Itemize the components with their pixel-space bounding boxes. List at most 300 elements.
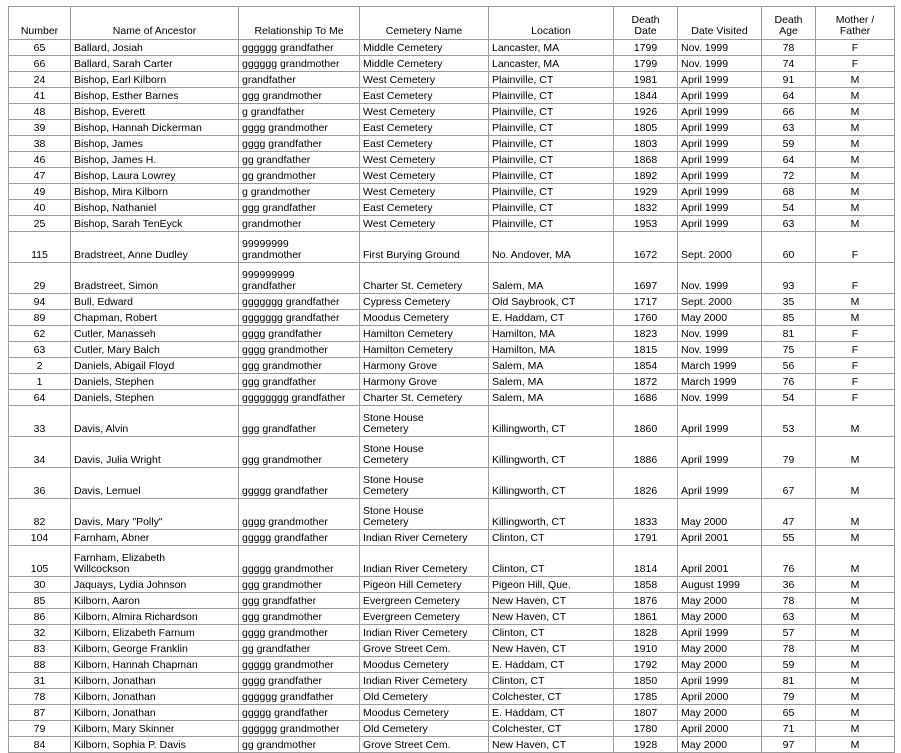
cell-date_visited: May 2000 — [678, 609, 762, 625]
table-row[interactable] — [9, 641, 895, 657]
cell-text — [363, 413, 485, 437]
cell-death_age: 65 — [762, 705, 816, 721]
cell-death_date: 1858 — [614, 577, 678, 593]
cell-mother_father: F — [816, 263, 895, 294]
cell-death_date: 1876 — [614, 593, 678, 609]
cell-death_date: 1953 — [614, 216, 678, 232]
cell-mother_father: M — [816, 120, 895, 136]
cell-date_visited: April 1999 — [678, 152, 762, 168]
cell-mother_father: M — [816, 152, 895, 168]
table-row[interactable] — [9, 56, 895, 72]
cell-number: 41 — [9, 88, 71, 104]
cell-number: 64 — [9, 390, 71, 406]
cell-location: Old Saybrook, CT — [489, 294, 614, 310]
cell-rel: ggggg grandfather — [239, 530, 360, 546]
table-row[interactable] — [9, 326, 895, 342]
column-header-rel[interactable] — [239, 7, 360, 40]
table-row[interactable] — [9, 342, 895, 358]
cell-location: Killingworth, CT — [489, 406, 614, 437]
cell-name: Bishop, Hannah Dickerman — [71, 120, 239, 136]
cell-number: 85 — [9, 593, 71, 609]
cell-number: 65 — [9, 40, 71, 56]
cell-death_date: 1861 — [614, 609, 678, 625]
cell-text-line: Farnham, Elizabeth — [74, 551, 166, 564]
table-row[interactable] — [9, 437, 895, 468]
cell-mother_father: M — [816, 657, 895, 673]
column-header-location[interactable] — [489, 7, 614, 40]
table-row[interactable] — [9, 88, 895, 104]
cell-death_date: 1850 — [614, 673, 678, 689]
column-header-death_age[interactable] — [762, 7, 816, 40]
cell-text-line: Cemetery — [363, 454, 409, 467]
cell-date_visited: Sept. 2000 — [678, 232, 762, 263]
cell-text-line: 999999999 — [242, 268, 295, 281]
column-header-label: Mother / — [835, 13, 875, 26]
table-row[interactable] — [9, 374, 895, 390]
cell-rel: gggg grandfather — [239, 326, 360, 342]
cell-death_date: 1803 — [614, 136, 678, 152]
cell-death_date: 1928 — [614, 737, 678, 753]
cell-mother_father: M — [816, 216, 895, 232]
cell-text-line: grandmother — [242, 249, 302, 262]
cell-name: Kilborn, George Franklin — [71, 641, 239, 657]
cell-date_visited: April 2001 — [678, 530, 762, 546]
cell-death_date: 1929 — [614, 184, 678, 200]
table-header — [9, 7, 895, 40]
cell-name: Kilborn, Sophia P. Davis — [71, 737, 239, 753]
cell-location: Colchester, CT — [489, 689, 614, 705]
cell-death_age: 74 — [762, 56, 816, 72]
cell-rel: gggg grandmother — [239, 342, 360, 358]
cell-death_date: 1872 — [614, 374, 678, 390]
table-row[interactable] — [9, 546, 895, 577]
cell-name: Bradstreet, Simon — [71, 263, 239, 294]
cell-death_date: 1815 — [614, 342, 678, 358]
cell-cemetery: East Cemetery — [360, 136, 489, 152]
table-row[interactable] — [9, 120, 895, 136]
cell-death_date: 1860 — [614, 406, 678, 437]
cell-date_visited: May 2000 — [678, 593, 762, 609]
cell-location: No. Andover, MA — [489, 232, 614, 263]
column-header-cemetery[interactable] — [360, 7, 489, 40]
cell-location: Lancaster, MA — [489, 56, 614, 72]
cell-death_age: 56 — [762, 358, 816, 374]
cell-cemetery: Indian River Cemetery — [360, 625, 489, 641]
cell-number: 36 — [9, 468, 71, 499]
cell-cemetery: East Cemetery — [360, 120, 489, 136]
cell-number: 83 — [9, 641, 71, 657]
cell-death_age: 54 — [762, 200, 816, 216]
cell-rel: ggg grandmother — [239, 358, 360, 374]
cell-rel: gggggg grandmother — [239, 56, 360, 72]
cell-name — [71, 546, 239, 577]
cell-number: 29 — [9, 263, 71, 294]
cell-mother_father: M — [816, 721, 895, 737]
cell-mother_father: M — [816, 294, 895, 310]
cell-cemetery: Grove Street Cem. — [360, 737, 489, 753]
cell-number: 38 — [9, 136, 71, 152]
column-header-number[interactable] — [9, 7, 71, 40]
cell-text-line: Cemetery — [363, 423, 409, 436]
cell-location: E. Haddam, CT — [489, 310, 614, 326]
table-row[interactable] — [9, 294, 895, 310]
cell-text-line: Stone House — [363, 504, 424, 517]
cell-name: Bishop, Laura Lowrey — [71, 168, 239, 184]
column-header-label: Name of Ancestor — [112, 25, 197, 38]
cell-text-line: grandfather — [242, 280, 296, 293]
table-body — [9, 40, 895, 753]
cell-cemetery — [360, 406, 489, 437]
table-row[interactable] — [9, 468, 895, 499]
cell-mother_father: M — [816, 184, 895, 200]
table-row[interactable] — [9, 216, 895, 232]
cell-mother_father: F — [816, 390, 895, 406]
cell-date_visited: March 1999 — [678, 358, 762, 374]
cell-date_visited: April 1999 — [678, 200, 762, 216]
cell-death_age: 79 — [762, 437, 816, 468]
table-row[interactable] — [9, 689, 895, 705]
cell-name: Ballard, Josiah — [71, 40, 239, 56]
cell-location: Plainville, CT — [489, 72, 614, 88]
cell-death_age: 78 — [762, 593, 816, 609]
cell-date_visited: Nov. 1999 — [678, 326, 762, 342]
cell-name: Daniels, Stephen — [71, 390, 239, 406]
table-row[interactable] — [9, 721, 895, 737]
cell-name: Bishop, Sarah TenEyck — [71, 216, 239, 232]
cell-death_age: 66 — [762, 104, 816, 120]
cell-death_age: 76 — [762, 374, 816, 390]
cell-cemetery: Charter St. Cemetery — [360, 263, 489, 294]
cell-mother_father: M — [816, 705, 895, 721]
header-row — [9, 7, 895, 40]
cell-cemetery: Harmony Grove — [360, 374, 489, 390]
cell-rel: ggg grandfather — [239, 406, 360, 437]
cell-number: 1 — [9, 374, 71, 390]
column-header-label: Cemetery Name — [385, 25, 463, 38]
cell-number: 86 — [9, 609, 71, 625]
cell-death_age: 59 — [762, 657, 816, 673]
cell-name: Kilborn, Aaron — [71, 593, 239, 609]
cell-death_age: 54 — [762, 390, 816, 406]
cell-rel: gggg grandmother — [239, 120, 360, 136]
cell-cemetery: West Cemetery — [360, 104, 489, 120]
cell-cemetery: West Cemetery — [360, 216, 489, 232]
cell-death_age: 93 — [762, 263, 816, 294]
cell-death_age: 97 — [762, 737, 816, 753]
table-row[interactable] — [9, 530, 895, 546]
table-row[interactable] — [9, 625, 895, 641]
cell-date_visited: April 1999 — [678, 406, 762, 437]
cell-death_date: 1981 — [614, 72, 678, 88]
cell-number: 105 — [9, 546, 71, 577]
cell-death_date: 1814 — [614, 546, 678, 577]
cell-death_age: 68 — [762, 184, 816, 200]
cell-date_visited: May 2000 — [678, 641, 762, 657]
cell-text — [363, 506, 485, 530]
cell-number: 39 — [9, 120, 71, 136]
table-row[interactable] — [9, 390, 895, 406]
cell-date_visited: May 2000 — [678, 310, 762, 326]
cell-cemetery: Charter St. Cemetery — [360, 390, 489, 406]
cell-number: 24 — [9, 72, 71, 88]
cell-mother_father: M — [816, 310, 895, 326]
cell-location: Hamilton, MA — [489, 342, 614, 358]
cell-cemetery: East Cemetery — [360, 200, 489, 216]
table-row[interactable] — [9, 40, 895, 56]
cell-name: Daniels, Abigail Floyd — [71, 358, 239, 374]
cell-death_date: 1760 — [614, 310, 678, 326]
cell-rel: g grandfather — [239, 104, 360, 120]
cell-number: 88 — [9, 657, 71, 673]
cell-death_age: 85 — [762, 310, 816, 326]
cell-cemetery: Old Cemetery — [360, 689, 489, 705]
cell-rel: ggggggg grandfather — [239, 294, 360, 310]
cell-mother_father: F — [816, 374, 895, 390]
table-row[interactable] — [9, 152, 895, 168]
cell-name: Bishop, Everett — [71, 104, 239, 120]
table-row[interactable] — [9, 705, 895, 721]
cell-death_age: 91 — [762, 72, 816, 88]
cell-mother_father: M — [816, 200, 895, 216]
cell-date_visited: April 1999 — [678, 673, 762, 689]
cell-death_age: 53 — [762, 406, 816, 437]
table-row[interactable] — [9, 200, 895, 216]
cell-number: 79 — [9, 721, 71, 737]
cell-date_visited: August 1999 — [678, 577, 762, 593]
cell-location: Plainville, CT — [489, 152, 614, 168]
column-header-label: Location — [531, 25, 571, 38]
cell-death_age: 64 — [762, 152, 816, 168]
cell-death_age: 59 — [762, 136, 816, 152]
table-row[interactable] — [9, 232, 895, 263]
cell-cemetery: Grove Street Cem. — [360, 641, 489, 657]
cell-location: New Haven, CT — [489, 593, 614, 609]
cell-death_date: 1697 — [614, 263, 678, 294]
cell-location: E. Haddam, CT — [489, 657, 614, 673]
cell-cemetery: Moodus Cemetery — [360, 657, 489, 673]
cell-death_date: 1854 — [614, 358, 678, 374]
cell-date_visited: April 2000 — [678, 689, 762, 705]
cell-text — [363, 475, 485, 499]
table-row[interactable] — [9, 358, 895, 374]
cell-death_age: 75 — [762, 342, 816, 358]
cell-rel: ggggggg grandfather — [239, 310, 360, 326]
cell-cemetery: Moodus Cemetery — [360, 310, 489, 326]
column-header-label: Father — [839, 25, 871, 38]
cell-rel: gg grandmother — [239, 168, 360, 184]
cell-name: Farnham, Abner — [71, 530, 239, 546]
cell-death_date: 1826 — [614, 468, 678, 499]
cell-name: Kilborn, Jonathan — [71, 673, 239, 689]
cell-date_visited: April 2000 — [678, 721, 762, 737]
cell-location: New Haven, CT — [489, 609, 614, 625]
cell-location: Salem, MA — [489, 374, 614, 390]
cell-death_age: 76 — [762, 546, 816, 577]
cell-mother_father: M — [816, 641, 895, 657]
cell-death_age: 71 — [762, 721, 816, 737]
cell-death_age: 57 — [762, 625, 816, 641]
cell-cemetery: Indian River Cemetery — [360, 546, 489, 577]
cell-rel — [239, 263, 360, 294]
cell-name: Cutler, Manasseh — [71, 326, 239, 342]
cell-text — [242, 239, 356, 263]
table-row[interactable] — [9, 673, 895, 689]
cell-rel: ggg grandfather — [239, 374, 360, 390]
cell-date_visited: April 1999 — [678, 136, 762, 152]
cell-name: Kilborn, Jonathan — [71, 705, 239, 721]
cell-number: 78 — [9, 689, 71, 705]
cell-date_visited: March 1999 — [678, 374, 762, 390]
table-row[interactable] — [9, 263, 895, 294]
cell-location: Clinton, CT — [489, 530, 614, 546]
cell-rel: gggg grandfather — [239, 673, 360, 689]
table-row[interactable] — [9, 499, 895, 530]
cell-cemetery: Moodus Cemetery — [360, 705, 489, 721]
column-header-date_visited[interactable] — [678, 7, 762, 40]
cell-name: Bishop, James H. — [71, 152, 239, 168]
cell-location: Plainville, CT — [489, 104, 614, 120]
column-header-death_date[interactable] — [614, 7, 678, 40]
cell-number: 49 — [9, 184, 71, 200]
table-row[interactable] — [9, 609, 895, 625]
cell-death_age: 79 — [762, 689, 816, 705]
cell-cemetery: Hamilton Cemetery — [360, 342, 489, 358]
cell-death_date: 1807 — [614, 705, 678, 721]
cell-location: Pigeon Hill, Que. — [489, 577, 614, 593]
ancestor-cemetery-table — [8, 6, 895, 753]
column-header-label: Date — [634, 25, 657, 38]
cell-rel: gggg grandmother — [239, 625, 360, 641]
cell-cemetery: Middle Cemetery — [360, 56, 489, 72]
cell-date_visited: Nov. 1999 — [678, 390, 762, 406]
cell-death_date: 1886 — [614, 437, 678, 468]
cell-number: 40 — [9, 200, 71, 216]
cell-date_visited: April 1999 — [678, 184, 762, 200]
cell-text — [242, 270, 356, 294]
cell-cemetery: First Burying Ground — [360, 232, 489, 263]
cell-mother_father: M — [816, 546, 895, 577]
cell-text — [363, 444, 485, 468]
cell-mother_father: M — [816, 737, 895, 753]
cell-number: 48 — [9, 104, 71, 120]
table-row[interactable] — [9, 593, 895, 609]
cell-date_visited: May 2000 — [678, 499, 762, 530]
cell-mother_father: M — [816, 673, 895, 689]
cell-cemetery: Harmony Grove — [360, 358, 489, 374]
cell-death_age: 78 — [762, 40, 816, 56]
column-header-label: Relationship To Me — [254, 25, 344, 38]
cell-number: 84 — [9, 737, 71, 753]
cell-number: 66 — [9, 56, 71, 72]
cell-name: Bishop, Nathaniel — [71, 200, 239, 216]
table-row[interactable] — [9, 310, 895, 326]
cell-date_visited: Nov. 1999 — [678, 263, 762, 294]
cell-death_date: 1832 — [614, 200, 678, 216]
cell-name: Kilborn, Elizabeth Farnum — [71, 625, 239, 641]
table-row[interactable] — [9, 136, 895, 152]
cell-mother_father: M — [816, 577, 895, 593]
cell-location: Plainville, CT — [489, 200, 614, 216]
table-row[interactable] — [9, 577, 895, 593]
table-row[interactable] — [9, 406, 895, 437]
cell-date_visited: Nov. 1999 — [678, 56, 762, 72]
cell-mother_father: M — [816, 104, 895, 120]
cell-death_age: 36 — [762, 577, 816, 593]
column-header-label: Death — [631, 13, 660, 26]
cell-mother_father: M — [816, 168, 895, 184]
cell-rel: ggg grandfather — [239, 593, 360, 609]
cell-name: Ballard, Sarah Carter — [71, 56, 239, 72]
table-row[interactable] — [9, 72, 895, 88]
cell-rel: gg grandfather — [239, 152, 360, 168]
cell-mother_father: M — [816, 88, 895, 104]
cell-cemetery — [360, 437, 489, 468]
cell-mother_father: M — [816, 530, 895, 546]
cell-name: Bishop, Earl Kilborn — [71, 72, 239, 88]
table-row[interactable] — [9, 737, 895, 753]
cell-mother_father: M — [816, 406, 895, 437]
cell-location: Plainville, CT — [489, 88, 614, 104]
cell-name: Kilborn, Almira Richardson — [71, 609, 239, 625]
cell-location: Killingworth, CT — [489, 468, 614, 499]
cell-mother_father: M — [816, 136, 895, 152]
column-header-label: Age — [779, 25, 798, 38]
cell-death_age: 78 — [762, 641, 816, 657]
cell-mother_father: M — [816, 689, 895, 705]
cell-number: 2 — [9, 358, 71, 374]
table-row[interactable] — [9, 184, 895, 200]
cell-mother_father: F — [816, 358, 895, 374]
cell-name: Kilborn, Hannah Chapman — [71, 657, 239, 673]
cell-name: Bishop, Mira Kilborn — [71, 184, 239, 200]
cell-date_visited: Nov. 1999 — [678, 342, 762, 358]
column-header-mother_father[interactable] — [816, 7, 895, 40]
cell-cemetery: Indian River Cemetery — [360, 530, 489, 546]
cell-death_age: 63 — [762, 609, 816, 625]
cell-rel: grandmother — [239, 216, 360, 232]
table-row[interactable] — [9, 104, 895, 120]
cell-location: Plainville, CT — [489, 184, 614, 200]
cell-cemetery: Pigeon Hill Cemetery — [360, 577, 489, 593]
cell-location: Salem, MA — [489, 358, 614, 374]
cell-rel: gggg grandfather — [239, 136, 360, 152]
cell-location: Hamilton, MA — [489, 326, 614, 342]
cell-death_date: 1686 — [614, 390, 678, 406]
cell-date_visited: April 2001 — [678, 546, 762, 577]
cell-death_date: 1868 — [614, 152, 678, 168]
cell-death_date: 1792 — [614, 657, 678, 673]
cell-location: Clinton, CT — [489, 673, 614, 689]
cell-mother_father: M — [816, 437, 895, 468]
cell-rel: ggggg grandmother — [239, 546, 360, 577]
cell-death_date: 1717 — [614, 294, 678, 310]
cell-number: 34 — [9, 437, 71, 468]
cell-text-line: Cemetery — [363, 485, 409, 498]
cell-text-line: Willcockson — [74, 563, 130, 576]
cell-cemetery: Middle Cemetery — [360, 40, 489, 56]
cell-number: 89 — [9, 310, 71, 326]
cell-number: 94 — [9, 294, 71, 310]
cell-name: Bishop, Esther Barnes — [71, 88, 239, 104]
cell-cemetery: Cypress Cemetery — [360, 294, 489, 310]
cell-name: Kilborn, Jonathan — [71, 689, 239, 705]
table-row[interactable] — [9, 657, 895, 673]
cell-cemetery: Hamilton Cemetery — [360, 326, 489, 342]
cell-mother_father: M — [816, 499, 895, 530]
column-header-name[interactable] — [71, 7, 239, 40]
cell-rel: gggg grandmother — [239, 499, 360, 530]
table-row[interactable] — [9, 168, 895, 184]
